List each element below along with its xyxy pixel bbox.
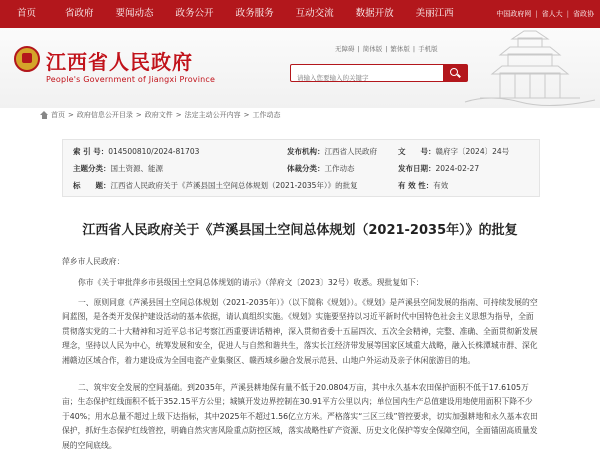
title-value: 江西省人民政府关于《芦溪县国土空间总体规划（2021-2035年）》的批复 [110,181,358,190]
document-info-box [62,139,540,197]
link-simplified[interactable]: 简体版 [362,45,383,53]
header-links [335,44,438,53]
doc-number-value: 赣府字〔2024〕24号 [435,147,510,156]
chevron-right-icon: > [175,111,182,119]
date-label: 发布日期： [398,164,436,173]
date-value: 2024-02-27 [435,164,480,173]
link-provincial-congress[interactable]: 省人大 [541,10,563,18]
top-right-links [496,9,600,19]
site-subtitle: People's Government of Jiangxi Province [46,75,216,84]
site-title[interactable]: 江西省人民政府 [46,50,193,74]
breadcrumb [40,110,281,120]
issuer-field [287,146,377,157]
title-label: 标 题： [73,181,111,190]
info-row [73,146,199,157]
index-label: 索 引 号： [73,147,109,156]
breadcrumb-item[interactable]: 首页 [51,111,65,119]
issuer-value: 江西省人民政府 [324,147,377,156]
link-accessibility[interactable]: 无障碍 [335,45,355,53]
article-title: 江西省人民政府关于《芦溪县国土空间总体规划（2021-2035年）》的批复 [82,223,518,238]
breadcrumb-item[interactable]: 政府文件 [144,111,173,119]
divider: | [566,10,569,18]
nav-gov-affairs-disclosure[interactable]: 政务公开 [175,8,214,19]
national-emblem-icon [14,46,40,72]
top-nav [0,0,600,28]
link-mobile[interactable]: 手机版 [418,45,438,53]
issuer-label: 发布机构： [287,147,325,156]
info-row [73,180,358,191]
salutation: 萍乡市人民政府： [62,257,125,266]
doc-number-field [398,146,509,157]
topic-label: 主题分类： [73,164,111,173]
divider: | [357,44,360,53]
divider: | [385,44,388,53]
form-value: 工作动态 [324,164,355,173]
form-label: 体裁分类： [287,164,325,173]
paragraph-intro: 你市《关于审批萍乡市县级国土空间总体规划的请示》（萍府文〔2023〕32号）收悉。现批复如下： [78,278,424,287]
nav-interaction[interactable]: 互动交流 [295,8,334,19]
link-traditional[interactable]: 繁体版 [390,45,410,53]
nav-gov-services[interactable]: 政务服务 [235,8,274,19]
doc-number-label: 文 号： [398,147,436,156]
status-field [398,180,448,191]
home-icon [40,111,48,119]
nav-open-data[interactable]: 数据开放 [355,8,394,19]
breadcrumb-item[interactable]: 法定主动公开内容 [184,111,241,119]
breadcrumb-item[interactable]: 工作动态 [252,111,281,119]
nav-beautiful-jiangxi[interactable]: 美丽江西 [415,8,454,19]
site-header [0,28,600,108]
status-label: 有 效 性： [398,181,434,190]
divider: | [412,44,416,53]
paragraph-2: 二、筑牢安全发展的空间基础。到2035年，芦溪县耕地保有量不低于20.0804万亩，其中永久基本农田保护面积不低于17.6105万亩；生态保护红线面积不低于352.15平方公里；城镇开发边界控制在30.91平方公里以内；单位国内生产总值建设用地使用面积下降不少于40%；用水总量不超过上级下达指标，其中2025年不超过1.56亿立方米。严格落实“三区三线”管控要求，切实加强耕地和永久基本农田保护，抓好生态保护红线管控，明确自然灾害风险重点防控区域，落实战略性矿产资源、历史文化保护等安全保障空间，全面锚固高质量发展的空间底线。 [62,383,538,450]
status-value: 有效 [433,181,449,190]
form-field [287,163,355,174]
topic-value: 国土资源、能源 [110,164,163,173]
nav-news[interactable]: 要闻动态 [115,8,154,19]
info-row [73,163,163,174]
breadcrumb-item[interactable]: 政府信息公开目录 [76,111,133,119]
nav-home[interactable]: 首页 [17,8,37,19]
pavilion-illustration [460,28,600,108]
index-value: 014500810/2024-81703 [108,147,200,156]
link-provincial-cppcc[interactable]: 省政协 [573,10,594,18]
search-box [290,64,468,82]
paragraph-1: 一、原则同意《芦溪县国土空间总体规划（2021-2035年）》（以下简称《规划》）。《规划》是芦溪县空间发展的指南、可持续发展的空间蓝图，是各类开发保护建设活动的基本依据，请认真组织实施。《规划》实施要坚持以习近平新时代中国特色社会主义思想为指导，全面贯彻落实党的二十大精神和习近平总书记考察江西重要讲话精神，深入贯彻省委十五届四次、五次全会精神，完整、准确、全面贯彻新发展理念，坚持以人民为中心，统筹发展和安全，促进人与自然和谐共生，落实长江经济带发展等国家区域重大战略，融入长株潭城市群、深化湘赣边区域合作，着力建设成为全国电瓷产业集聚区、赣西域乡融合发展示范县、山地户外运动及亲子休闲旅游目的地。 [62,298,538,365]
link-china-gov[interactable]: 中国政府网 [496,10,532,18]
divider: | [535,10,538,18]
date-field [398,163,479,174]
chevron-right-icon: > [135,111,142,119]
nav-province-government[interactable]: 省政府 [65,8,94,19]
chevron-right-icon: > [243,111,250,119]
search-input[interactable] [291,71,431,87]
chevron-right-icon: > [68,111,74,119]
